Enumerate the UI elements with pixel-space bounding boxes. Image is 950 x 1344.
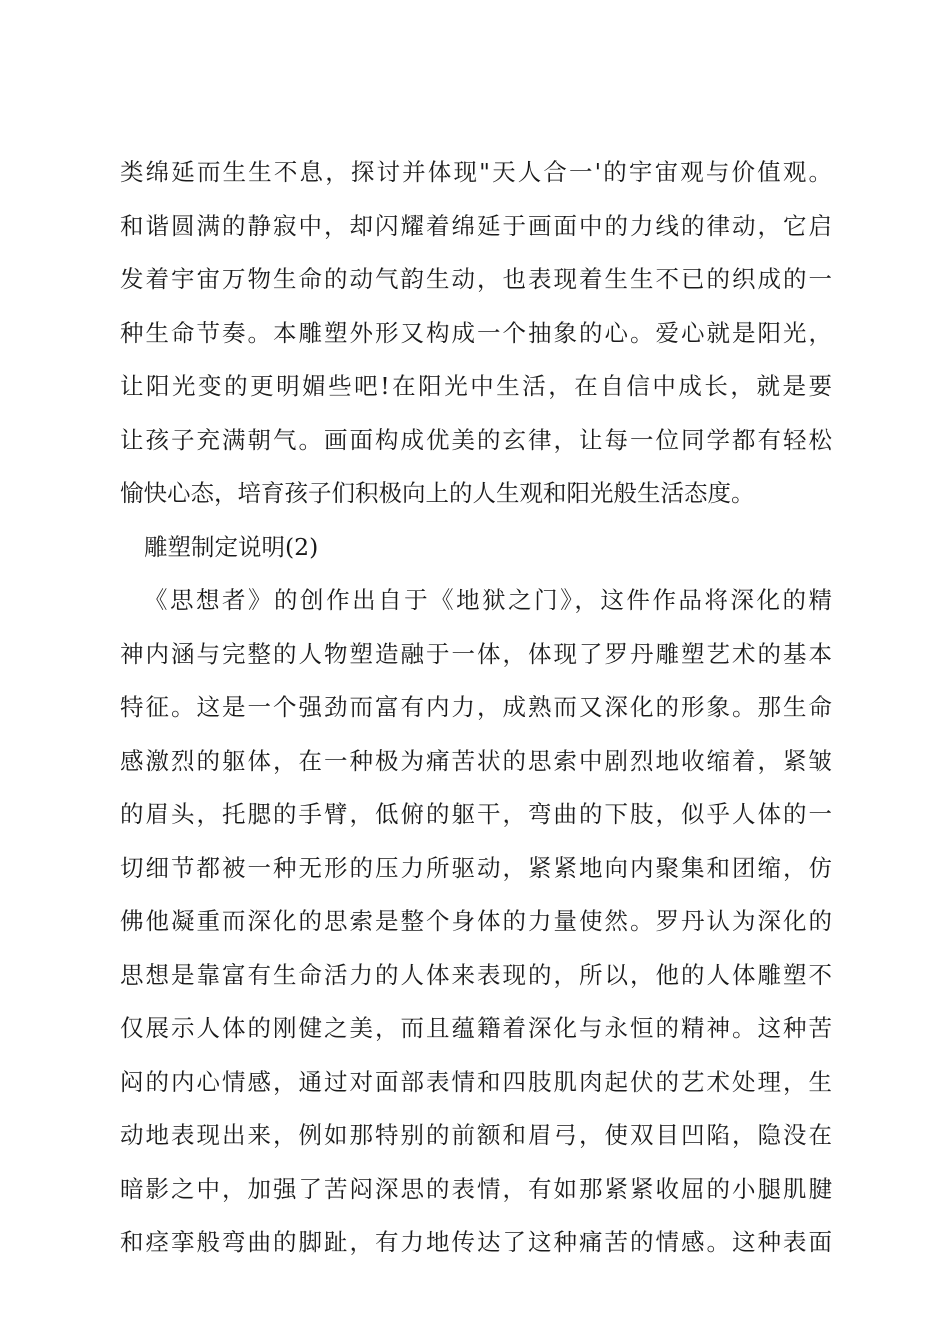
body-line: 动地表现出来，例如那特别的前额和眉弓，使双目凹陷，隐没在 [120, 1121, 832, 1149]
document-body [120, 146, 832, 1270]
body-line: 让孩子充满朝气。画面构成优美的玄律，让每一位同学都有轻松 [120, 425, 832, 454]
body-line: 佛他凝重而深化的思索是整个身体的力量使然。罗丹认为深化的 [120, 907, 832, 935]
body-line: 切细节都被一种无形的压力所驱动，紧紧地向内聚集和团缩，仿 [120, 853, 832, 882]
body-line: 和谐圆满的静寂中，却闪耀着绵延于画面中的力线的律动，它启 [120, 211, 832, 240]
body-line: 特征。这是一个强劲而富有内力，成熟而又深化的形象。那生命 [120, 693, 832, 721]
body-line: 暗影之中，加强了苦闷深思的表情，有如那紧紧收屈的小腿肌腱 [120, 1174, 832, 1203]
body-line: 《思想者》的创作出自于《地狱之门》，这件作品将深化的精 [144, 586, 832, 614]
body-line: 让阳光变的更明媚些吧!在阳光中生活，在自信中成长，就是要 [120, 372, 832, 400]
body-line: 种生命节奏。本雕塑外形又构成一个抽象的心。爱心就是阳光， [120, 318, 832, 347]
body-line: 和痉挛般弯曲的脚趾，有力地传达了这种痛苦的情感。这种表面 [120, 1228, 832, 1256]
body-line: 感激烈的躯体，在一种极为痛苦状的思索中剧烈地收缩着，紧皱 [120, 746, 832, 775]
body-line: 的眉头，托腮的手臂，低俯的躯干，弯曲的下肢，似乎人体的一 [120, 800, 832, 828]
section-heading: 雕塑制定说明(2) [144, 532, 319, 561]
body-line: 闷的内心情感，通过对面部表情和四肢肌肉起伏的艺术处理，生 [120, 1067, 832, 1096]
body-line: 发着宇宙万物生命的动气韵生动，也表现着生生不已的织成的一 [120, 265, 832, 293]
body-line: 仅展示人体的刚健之美，而且蕴籍着深化与永恒的精神。这种苦 [120, 1014, 832, 1042]
body-line: 神内涵与完整的人物塑造融于一体，体现了罗丹雕塑艺术的基本 [120, 639, 832, 668]
body-line: 愉快心态，培育孩子们积极向上的人生观和阳光般生活态度。 [120, 479, 755, 507]
body-line: 类绵延而生生不息，探讨并体现"天人合一'的宇宙观与价值观。 [120, 158, 832, 186]
body-line: 思想是靠富有生命活力的人体来表现的，所以，他的人体雕塑不 [120, 960, 832, 989]
